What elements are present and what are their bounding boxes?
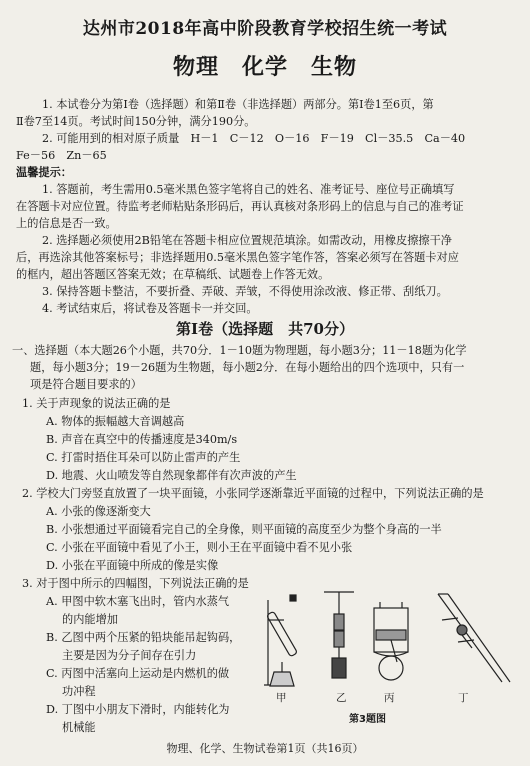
q3-option-d-line1: D. 丁图中小朋友下滑时，内能转化为 [46,703,230,716]
q3-stem: 3. 对于图中所示的四幅图，下列说法正确的是 [22,577,249,590]
tips-label: 温馨提示： [16,165,72,179]
instruction-1a: 1. 本试卷分为第Ⅰ卷（选择题）和第Ⅱ卷（非选择题）两部分。第Ⅰ卷1至6页，第 [42,98,434,111]
exam-subjects: 物理 化学 生物 [172,54,357,80]
q1-option-d: D. 地震、火山喷发等自然现象都伴有次声波的产生 [46,469,297,482]
q3-figure [262,590,512,690]
q2-stem: 2. 学校大门旁竖直放置了一块平面镜，小张同学逐渐靠近平面镜的过程中，下列说法正确的是 [22,487,484,500]
instruction-2a: 2. 可能用到的相对原子质量 H－1 C－12 O－16 F－19 Cl－35.5 Ca－40 [42,132,466,145]
q2-option-b: B. 小张想通过平面镜看完自己的全身像，则平面镜的高度至少为整个身高的一半 [46,523,442,536]
q3-option-c-line2: 功冲程 [62,685,96,698]
figure-label-yi: 乙 [336,692,347,704]
q2-option-a: A. 小张的像逐渐变大 [46,505,151,518]
tip-1c: 上的信息是否一致。 [16,217,117,230]
section-1-intro-b: 题，每小题3分；19－26题为生物题，每小题2分．在每小题给出的四个选项中，只有一 [30,361,465,374]
tip-2b: 后，再选涂其他答案标号；非选择题用0.5毫米黑色签字笔作答，答案必须写在答题卡对应 [16,251,459,264]
q2-option-c: C. 小张在平面镜中看见了小王，则小王在平面镜中看不见小张 [46,541,353,554]
figure-label-ding: 丁 [458,692,469,704]
q3-option-d-line2: 机械能 [62,721,96,734]
q3-option-b-line1: B. 乙图中两个压紧的铅块能吊起钩码， [46,631,241,644]
tip-3: 3. 保持答题卡整洁，不要折叠、弄破、弄皱，不得使用涂改液、修正带、刮纸刀。 [42,285,448,298]
tip-4: 4. 考试结束后，将试卷及答题卡一并交回。 [42,302,258,315]
tip-1a: 1. 答题前，考生需用0.5毫米黑色签字笔将自己的姓名、准考证号、座位号正确填写 [42,183,455,196]
q2-option-d: D. 小张在平面镜中所成的像是实像 [46,559,219,572]
q3-option-b-line2: 主要是因为分子间存在引力 [62,649,197,662]
tip-1b: 在答题卡对应位置。待监考老师粘贴条形码后，再认真核对条形码上的信息与自己的准考证 [16,200,464,213]
tip-2a: 2. 选择题必须使用2B铅笔在答题卡相应位置规范填涂。如需改动，用橡皮擦擦干净 [42,234,452,247]
section-1-intro-c: 项是符合题目要求的） [30,378,142,391]
figure-label-jia: 甲 [276,692,287,704]
tip-2c: 的框内，超出答题区答案无效；在草稿纸、试题卷上作答无效。 [16,268,330,281]
figure-label-bing: 丙 [384,692,395,704]
section-1-intro-a: 一、选择题（本大题26个小题，共70分．1－10题为物理题，每小题3分；11－18题为化学 [12,344,467,357]
figure-yi-lead-blocks [324,592,354,678]
q3-option-a-line1: A. 甲图中软木塞飞出时，管内水蒸气 [46,595,230,608]
figure-ding-slide [438,594,510,682]
page-footer: 物理、化学、生物试卷第1页（共16页） [166,742,364,755]
q1-option-c: C. 打雷时捂住耳朵可以防止雷声的产生 [46,451,241,464]
exam-title: 达州市2018年高中阶段教育学校招生统一考试 [82,19,448,39]
instruction-2b: Fe－56 Zn－65 [16,149,107,162]
q3-option-a-line2: 的内能增加 [62,613,118,626]
figure-caption: 第3题图 [349,714,386,725]
section-1-title: 第Ⅰ卷（选择题 共70分） [176,320,354,338]
figure-jia-apparatus [264,595,297,686]
figure-bing-engine [374,602,408,680]
q1-option-b: B. 声音在真空中的传播速度是340m/s [46,433,238,446]
q3-option-c-line1: C. 丙图中活塞向上运动是内燃机的做 [46,667,230,680]
q1-stem: 1. 关于声现象的说法正确的是 [22,397,171,410]
q1-option-a: A. 物体的振幅越大音调越高 [46,415,185,428]
instruction-1b: Ⅱ卷7至14页。考试时间150分钟，满分190分。 [16,115,256,128]
